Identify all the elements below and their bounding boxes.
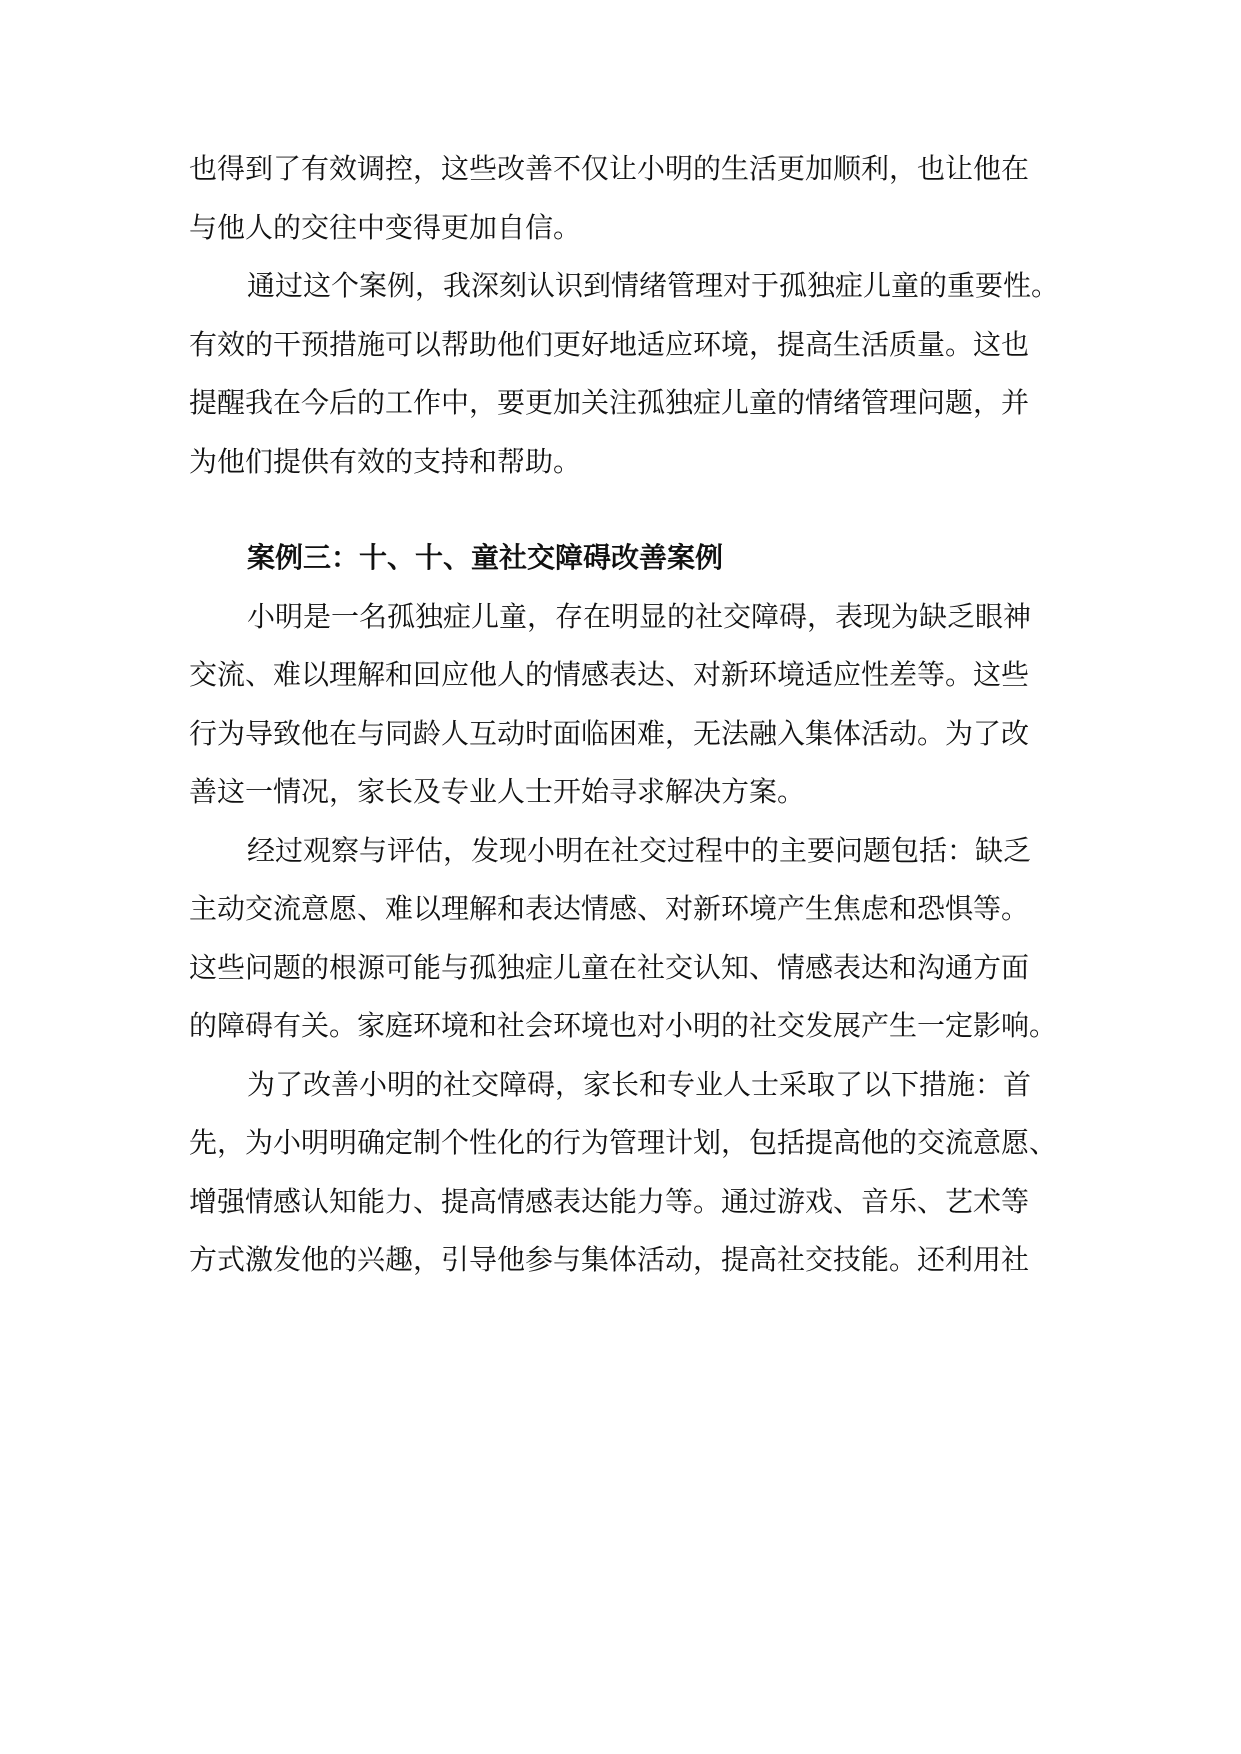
paragraph: [189, 140, 1049, 257]
text-line: 先，为小明明确定制个性化的行为管理计划，包括提高他的交流意愿、: [189, 1126, 1058, 1159]
text-line: 这些问题的根源可能与孤独症儿童在社交认知、情感表达和沟通方面: [189, 950, 1030, 984]
text-line: 的障碍有关。家庭环境和社会环境也对小明的社交发展产生一定影响。: [189, 1009, 1058, 1042]
text-line: 善这一情况，家长及专业人士开始寻求解决方案。: [189, 775, 806, 808]
text-line: 方式激发他的兴趣，引导他参与集体活动，提高社交技能。还利用社: [189, 1243, 1030, 1276]
text-line: 为他们提供有效的支持和帮助。: [189, 444, 582, 478]
text-line: 经过观察与评估，发现小明在社交过程中的主要问题包括：缺乏: [247, 833, 1032, 867]
paragraph: [189, 588, 1049, 822]
text-line: 小明是一名孤独症儿童，存在明显的社交障碍，表现为缺乏眼神: [247, 599, 1032, 633]
paragraph: [189, 1056, 1058, 1290]
heading-line: 案例三：十、十、童社交障碍改善案例: [247, 541, 724, 574]
document-body: [189, 140, 1060, 1290]
text-line: 行为导致他在与同龄人互动时面临困难，无法融入集体活动。为了改: [189, 716, 1030, 750]
text-line: 为了改善小明的社交障碍，家长和专业人士采取了以下措施：首: [247, 1067, 1032, 1101]
section-heading: [189, 529, 1049, 588]
text-line: 通过这个案例，我深刻认识到情绪管理对于孤独症儿童的重要性。: [247, 269, 1060, 302]
paragraph: [189, 257, 1060, 491]
text-line: 主动交流意愿、难以理解和表达情感、对新环境产生焦虑和恐惧等。: [189, 892, 1030, 925]
text-line: 有效的干预措施可以帮助他们更好地适应环境，提高生活质量。这也: [189, 327, 1030, 361]
paragraph: [189, 822, 1058, 1056]
text-line: 提醒我在今后的工作中，要更加关注孤独症儿童的情绪管理问题，并: [189, 386, 1030, 419]
text-line: 增强情感认知能力、提高情感表达能力等。通过游戏、音乐、艺术等: [189, 1184, 1030, 1218]
text-line: 与他人的交往中变得更加自信。: [189, 210, 582, 244]
text-line: 也得到了有效调控，这些改善不仅让小明的生活更加顺利，也让他在: [189, 152, 1030, 185]
text-line: 交流、难以理解和回应他人的情感表达、对新环境适应性差等。这些: [189, 658, 1030, 691]
